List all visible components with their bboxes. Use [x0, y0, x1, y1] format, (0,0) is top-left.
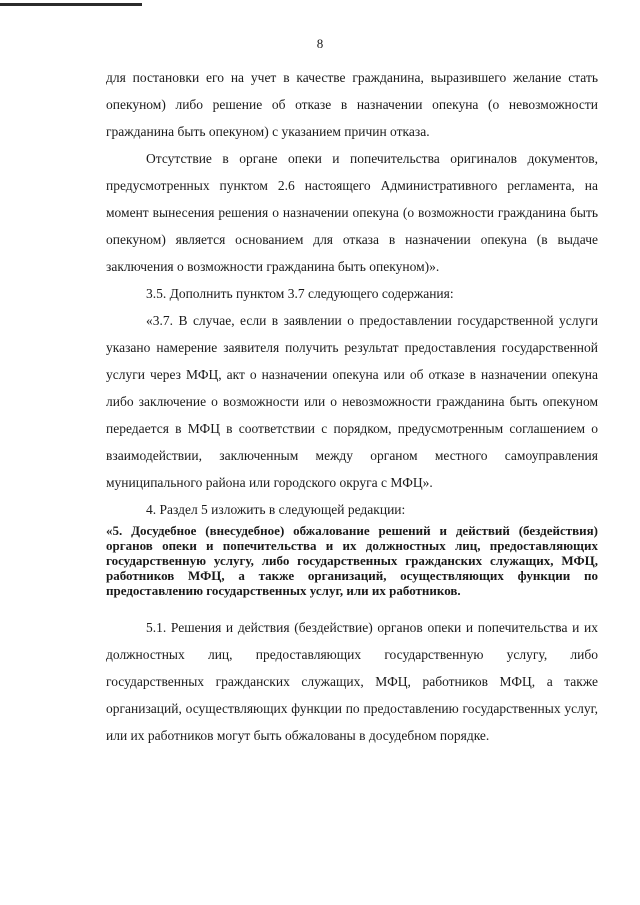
paragraph-2: Отсутствие в органе опеки и попечительства оригиналов документов, предусмотренных пунктом 2.6 настоящего Административного регламента, на момент вынесения решения о назначении опекуна (о возможности гражданина быть опекуном) является основанием для отказа в назначении опекуна (в выдаче заключения о возможности гражданина быть опекуном)». — [106, 151, 598, 274]
top-rule — [0, 3, 142, 6]
paragraph-3: 3.5. Дополнить пунктом 3.7 следующего содержания: — [146, 286, 454, 301]
document-body — [106, 64, 598, 749]
paragraph-1: для постановки его на учет в качестве гражданина, выразившего желание стать опекуном) либо решение об отказе в назначении опекуна (о невозможности гражданина быть опекуном) с указанием причин отказа. — [106, 70, 598, 139]
paragraph-5: 4. Раздел 5 изложить в следующей редакции: — [146, 502, 406, 517]
page-number: 8 — [316, 36, 324, 51]
paragraph-6: 5.1. Решения и действия (бездействие) органов опеки и попечительства и их должностных лиц, предоставляющих государственную услугу, либо государственных гражданских служащих, МФЦ, работников МФЦ, а также организаций, осуществляющих функции по предоставлению государственных услуг, или их работников могут быть обжалованы в досудебном порядке. — [106, 620, 598, 743]
section-5-heading: «5. Досудебное (внесудебное) обжалование решений и действий (бездействия) органов опеки и попечительства и их должностных лиц, предоставляющих государственную услугу, либо государственных гражданских служащих, МФЦ, работников МФЦ, а также организаций, осуществляющих функции по предоставлению государственных услуг, или их работников. — [106, 523, 598, 598]
paragraph-4: «3.7. В случае, если в заявлении о предоставлении государственной услуги указано намерение заявителя получить результат предоставления государственной услуги через МФЦ, акт о назначении опекуна или об отказе в назначении опекуна либо заключение о возможности или о невозможности гражданина быть опекуном передается в МФЦ в соответствии с порядком, предусмотренным соглашением о взаимодействии, заключенным между органом местного самоуправления муниципального района или городского округа с МФЦ». — [106, 313, 598, 490]
